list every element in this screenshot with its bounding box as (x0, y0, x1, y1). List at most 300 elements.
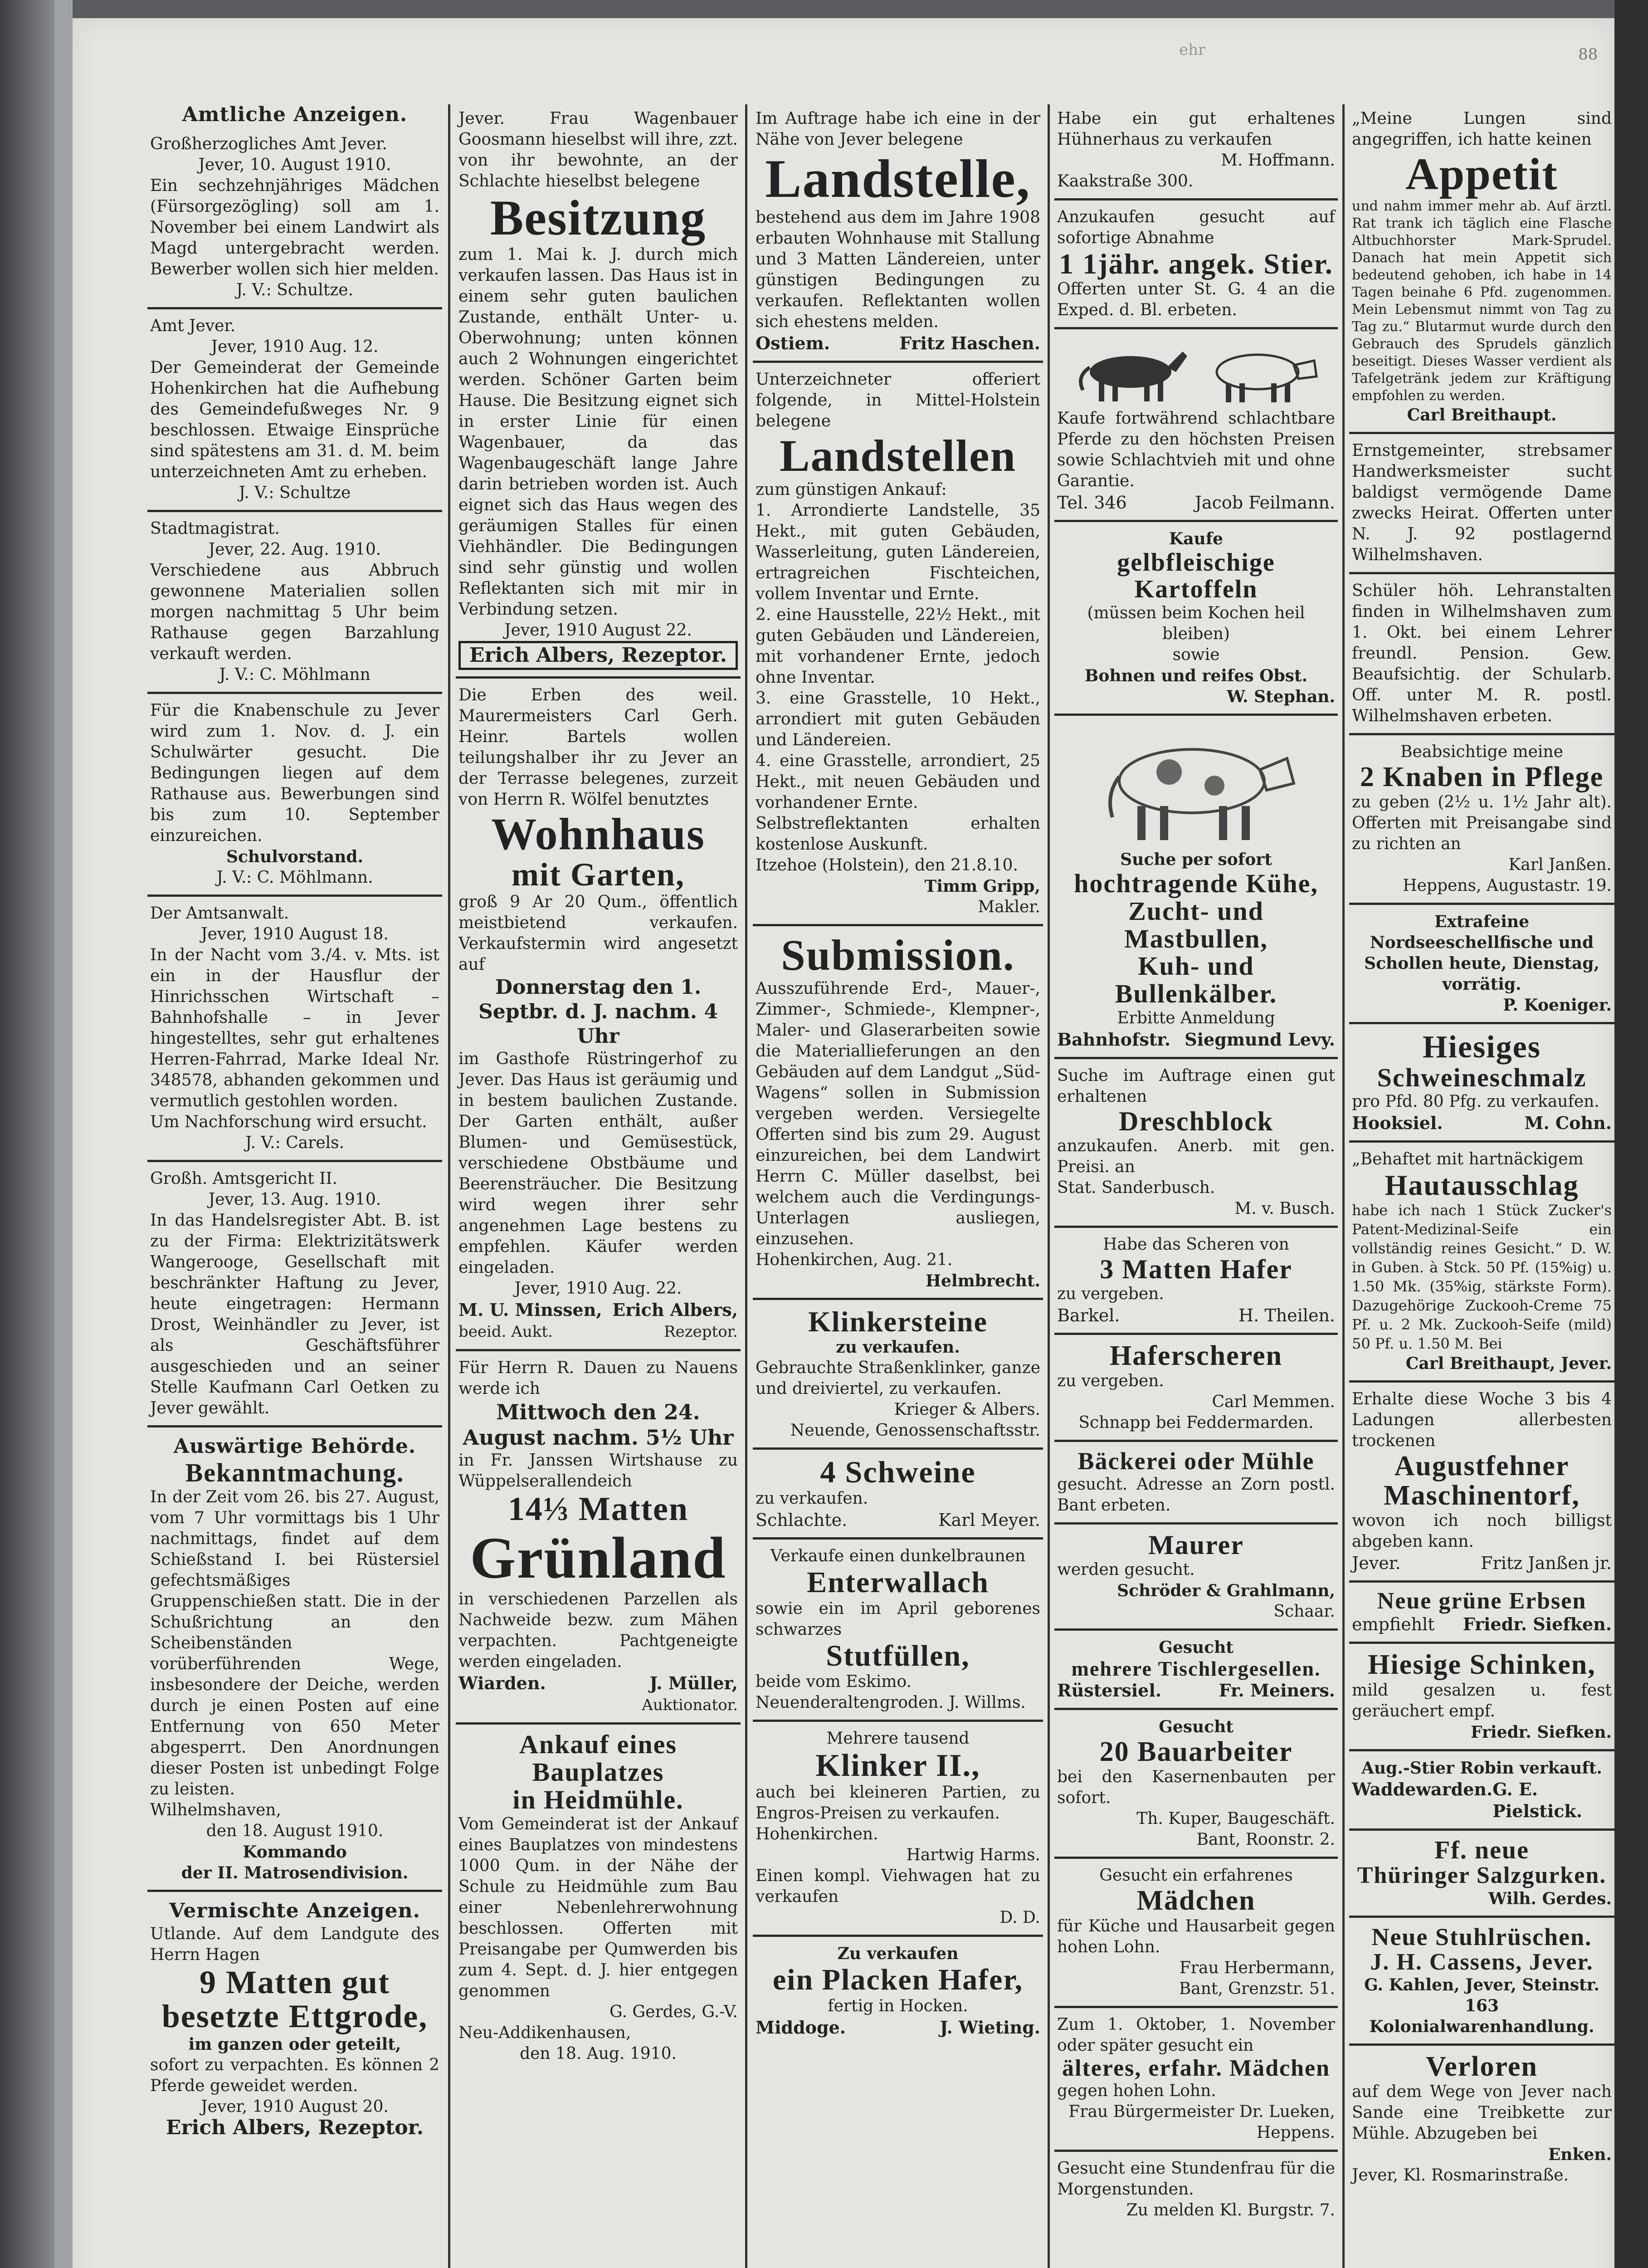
ad-body: Vom Gemeinderat ist der Ankauf eines Bauplatzes von mindestens 1000 Qum. in der Nähe der Schule zu Heidmühle zum Bau einer Nebenlehrerwohnung beschlossen. Offerten mit Preisangabe per Qumwerden bis zum 4. Sept. d. J. hier entgegen genommen (458, 1814, 738, 2000)
newspaper-page (73, 18, 1614, 2268)
ad-line: Wilhelmshaven, (150, 1800, 281, 1819)
ad-body: Ausszuführende Erd-, Mauer-, Zimmer-, Schmiede-, Klempner-, Maler- und Glaserarbeiten sowie die Materiallieferungen an den Gebäuden auf dem Landgut „Süd-Wagens“ sollen in Submission vergeben werden. Versiegelte Offerten sind bis zum 29. August einzureichen, bei dem Landwirt Herrn C. Müller daselbst, bei welchem auch die Verdingungs-Unterlagen ausliegen, einzusehen. (756, 979, 1040, 1248)
ad-title: Wohnhaus (491, 808, 705, 859)
ad-title: Submission. (781, 931, 1015, 979)
ad-notice (1054, 1631, 1338, 1710)
ad-notice (753, 102, 1043, 363)
column-2 (456, 102, 741, 2268)
ad-signature: Hartwig Harms. (906, 1846, 1040, 1865)
ad-title: gelbfleischige Kartoffeln (1117, 548, 1275, 603)
ad-address: Neuende, Genossenschaftsstr. (790, 1421, 1040, 1440)
ad-body: In der Zeit vom 26. bis 27. August, vom 7 Uhr vormittags bis 1 Uhr nachmittags, findet auf dem Schießstand I. bei Rüstersiel gefechtsmäßiges Gruppenschießen statt. Die in der Schußrichtung an den Scheibenständen vorüberführenden Wege, insbesondere der Deiche, werden durch je einen Posten auf eine Entfernung von 650 Meter abgesperrt. Den Anordnungen dieser Posten ist unbedingt Folge zu leisten. (150, 1487, 439, 1799)
ad-notice (1054, 716, 1338, 1059)
ad-notice (753, 363, 1043, 926)
ad-title: Maschinentorf, (1384, 1480, 1580, 1511)
ad-notice (1349, 735, 1614, 905)
ad-signature: Carl Breithaupt, Jever. (1405, 1354, 1612, 1373)
ad-title: Schweineschmalz (1377, 1062, 1587, 1092)
ad-body: bestehend aus dem im Jahre 1908 erbauten Wohnhause mit Stallung und 3 Matten Ländereien, unter günstigen Bedingungen zu verkaufen. Reflektanten wollen sich ehestens melden. (756, 208, 1040, 331)
ad-notice (1349, 1918, 1614, 2046)
ad-date: Jever, 1910 Aug. 12. (211, 337, 379, 356)
ad-line: Suche per sofort (1120, 850, 1272, 869)
ad-body: Gebrauchte Straßenklinker, ganze und dreiviertel, zu verkaufen. (756, 1358, 1040, 1398)
ad-subtitle: zu verkaufen. (836, 1337, 960, 1357)
ad-body: in Fr. Janssen Wirtshause zu Wüppelserallendeich (458, 1451, 738, 1491)
ad-body: Extrafeine Nordseeschellfische und Schollen heute, Dienstag, vorrätig. (1364, 912, 1599, 994)
ad-title: Grünland (470, 1525, 726, 1591)
ad-signature: Fritz Haschen. (899, 333, 1040, 353)
ad-body: für Küche und Hausarbeit gegen hohen Lohn. (1057, 1916, 1335, 1956)
ad-signature: Auktionator. (642, 1696, 738, 1715)
ad-line: Beabsichtige meine (1400, 743, 1563, 761)
ad-notice (1054, 1442, 1338, 1525)
column-1 (147, 102, 442, 2268)
ad-signature: Carl Breithaupt. (1407, 406, 1557, 425)
ad-signature-row (1352, 1779, 1612, 1822)
ad-notice (753, 1937, 1043, 2044)
ad-title: Besitzung (490, 190, 707, 245)
ad-subtitle: im ganzen oder geteilt, (188, 2035, 401, 2054)
ad-notice (753, 1722, 1043, 1937)
ad-body: Einen kompl. Viehwagen hat zu verkaufen (756, 1867, 1040, 1906)
ad-signature: Erich Albers, Rezeptor. (166, 2116, 424, 2140)
ad-title: Maurer (1148, 1530, 1244, 1560)
ad-notice (1054, 1710, 1338, 1859)
ad-signature: Th. Kuper, Baugeschäft. (1136, 1809, 1335, 1828)
ad-notice (1054, 200, 1338, 329)
ad-signature: Jever. (1352, 1553, 1401, 1573)
ad-date: den 18. Aug. 1910. (520, 2044, 677, 2063)
ad-title: Hautausschlag (1385, 1169, 1579, 1202)
ad-signature-row (1352, 1613, 1612, 1635)
ad-notice (753, 1300, 1043, 1450)
ad-body: Erbitte Anmeldung (1117, 1009, 1275, 1028)
book-binding-edge (0, 0, 54, 2268)
ad-notice (1349, 574, 1614, 735)
ad-notice (147, 127, 442, 309)
ad-body: anzukaufen. Anerb. mit gen. Preisi. an (1057, 1137, 1335, 1177)
ad-body: im Gasthofe Rüstringerhof zu Jever. Das Haus ist geräumig und in bestem baulichen Zustande. Der Garten enthält, außer Blumen- und Gemüsestück, verschiedene Obstbäume und Beerensträucher. Die Besitzung wird wegen ihrer sehr angenehmen Lage bestens zu empfehlen. Käufer werden eingeladen. (458, 1050, 738, 1277)
ad-body: Ein sechzehnjähriges Mädchen (Fürsorgezögling) soll am 1. November bei einem Landwirt als Magd untergebracht werden. Bewerber wollen sich hier melden. (150, 176, 439, 279)
ad-title: Bekanntmachung. (185, 1458, 405, 1487)
ad-title: Ankauf eines Bauplatzes (519, 1730, 677, 1787)
ad-title: Stutfüllen, (826, 1639, 970, 1672)
ad-signature: Carl Memmen. (1212, 1393, 1335, 1412)
ad-signature: J. V.: Schultze. (236, 281, 354, 299)
ad-signature: Hooksiel. (1352, 1113, 1443, 1134)
ad-signature-row (1057, 1680, 1335, 1701)
ad-title: Hiesiges (1423, 1030, 1541, 1065)
list-item: 1. Arrondierte Landstelle, 35 Hekt., mit guten Gebäuden, Wasserleitung, guten Ländereien, ertragreichen Fischteichen, vollem Inventar und Ernte. (756, 501, 1040, 603)
ad-line: „Behaftet mit hartnäckigem (1352, 1150, 1584, 1169)
ad-title: Bäckerei oder Mühle (1078, 1447, 1315, 1475)
ad-line: „Meine Lungen sind angegriffen, ich hatte keinen (1352, 109, 1612, 149)
ad-signature: J. V.: C. Möhlmann (219, 665, 371, 684)
ad-signature-row (756, 1509, 1040, 1531)
ad-title: Augustfehner (1394, 1450, 1570, 1481)
ad-body: groß 9 Ar 20 Qum., öffentlich meistbietend verkaufen. Verkaufstermin wird angesetzt auf (458, 893, 738, 974)
ad-body: pro Pfd. 80 Pfg. zu verkaufen. (1352, 1092, 1599, 1111)
ad-body: zum 1. Mai k. J. durch mich verkaufen lassen. Das Haus ist in einem sehr guten baulichen Zustande, enthält Unter- u. Oberwohnung; unten können auch 2 Wohnungen eingerichtet werden. Schöner Garten beim Hause. Die Besitzung eignet sich in erster Linie für einen Wagenbauer, da das Wagenbaugeschäft lange Jahre darin betrieben worden ist. Auch eignet sich das Haus wegen des geräumigen Stalles für einen Viehhändler. Die Bedingungen sind sehr günstig und wollen Reflektanten sich mit mir in Verbindung setzen. (458, 245, 738, 619)
ad-title: 20 Bauarbeiter (1099, 1736, 1293, 1768)
ad-signature-row (756, 2017, 1040, 2038)
ad-notice (1054, 522, 1338, 716)
ad-signature: Fr. Meiners. (1219, 1680, 1335, 1701)
ad-subtitle: (müssen beim Kochen heil bleiben) (1087, 603, 1305, 643)
ad-line: Suche im Auftrage einen gut erhaltenen (1057, 1066, 1335, 1106)
ad-title: Thüringer Salzgurken. (1357, 1862, 1607, 1889)
ad-body: und nahm immer mehr ab. Auf ärztl. Rat trank ich täglich eine Flasche Altbuchhorster Mark-Sprudel. Danach hat mein Appetit sich bedeutend gehoben, ich habe in 14 Tagen beinahe 6 Pfd. zugenommen. Mein Lebensmut nimmt von Tag zu Tag zu.“ Blutarmut wurde durch den Gebrauch des Sprudels gänzlich beseitigt. Dieses Wasser verdient als Tafelgetränk jedem zur Kräftigung empfohlen zu werden. (1352, 198, 1612, 404)
ad-signature: J. Wieting. (940, 2017, 1040, 2038)
ad-body: gesucht. Adresse an Zorn postl. Bant erbeten. (1057, 1475, 1335, 1515)
ad-line: Zum 1. Oktober, 1. November oder später gesucht ein (1057, 2015, 1335, 2055)
ad-title: 14⅓ Matten (507, 1491, 689, 1528)
ad-signature: J. V.: C. Möhlmann. (216, 868, 373, 887)
ad-signature-row (756, 332, 1040, 354)
ad-body: zu vergeben. (1057, 1285, 1164, 1304)
ad-signature: Siegmund Levy. (1185, 1029, 1335, 1050)
cow-icon (1203, 340, 1321, 404)
ad-notice (1349, 1751, 1614, 1831)
ad-signature: Waddewarden. (1352, 1779, 1493, 1799)
ad-signature: Rüstersiel. (1057, 1680, 1162, 1701)
ad-title: Haferscheren (1110, 1340, 1282, 1372)
ad-signature-row (1352, 1552, 1612, 1574)
ad-body: Habe ein gut erhaltenes Hühnerhaus zu verkaufen (1057, 109, 1335, 149)
ad-address: Bant, Grenzstr. 51. (1179, 1979, 1335, 1998)
ad-title: Dreschblock (1119, 1106, 1273, 1137)
ad-notice (147, 1892, 442, 2145)
ad-body: habe ich nach 1 Stück Zucker's Patent-Medizinal-Seife ein vollständig reines Gesicht.“ D. W. in Guben. à Stck. 50 Pf. (15%ig) u. 1.50 Mk. (35%ig, stärkste Form). Dazugehörige Zuckooh-Creme 75 Pf. u. 2 Mk. Zuckooh-Seife (mild) 50 Pf. u. 1.50 M. Bei (1352, 1201, 1612, 1352)
ad-signature: Erich Albers, Rezeptor. (458, 641, 738, 670)
ad-notice (1349, 1143, 1614, 1382)
ad-signature: Rezeptor. (664, 1323, 738, 1341)
ad-signature: Neuenderaltengroden. J. Willms. (756, 1693, 1026, 1712)
ad-body: zum günstigen Ankauf: (756, 480, 947, 499)
ad-line: Schaar. (1273, 1602, 1335, 1621)
ad-signature: J. V.: Schultze (239, 484, 351, 502)
ad-title: Neue Stuhlrüschen. (1371, 1923, 1592, 1950)
column-3 (753, 102, 1043, 2268)
ad-date: Itzehoe (Holstein), den 21.8.10. (756, 856, 1018, 875)
ad-title: Klinker II., (815, 1748, 980, 1783)
ad-body: zu geben (2½ u. 1½ Jahr alt). Offerten mit Preisangabe sind zu richten an (1352, 793, 1612, 854)
ad-signature: Helmbrecht. (926, 1271, 1040, 1290)
ad-title: 2 Knaben in Pflege (1360, 762, 1604, 792)
top-mark-right: 88 (1578, 45, 1598, 64)
ad-signature: M. Cohn. (1524, 1113, 1612, 1134)
ad-notice (456, 1725, 741, 2071)
ad-body: zu verkaufen. (756, 1489, 868, 1508)
ad-date: Jever, 1910 Aug. 22. (514, 1279, 682, 1298)
ad-date: Jever, 1910 August 20. (201, 2097, 389, 2116)
ad-line: Mehrere tausend (826, 1729, 970, 1748)
ad-body: In der Nacht vom 3./4. v. Mts. ist ein in der Hausflur der Hinrichsschen Wirtschaft – Bahnhofshalle – in Jever hingestelltes, sehr gut erhaltenes Herren-Fahrrad, Marke Ideal Nr. 348578, abhanden gekommen und vermutlich gestohlen worden. (150, 946, 439, 1110)
ad-title: J. H. Cassens, Jever. (1370, 1949, 1594, 1975)
ad-signature: Enken. (1548, 2145, 1612, 2165)
ad-body: Selbstreflektanten erhalten kostenlose Auskunft. (756, 814, 1040, 854)
ad-signature: Barkel. (1057, 1305, 1120, 1326)
ad-signature: Wiarden. (458, 1673, 546, 1694)
section-heading: Auswärtige Behörde. (173, 1435, 416, 1458)
ad-title: Landstelle, (765, 148, 1031, 209)
ad-signature: Zu melden Kl. Burgstr. 7. (1126, 2201, 1335, 2220)
ad-line: Zu verkaufen (837, 1944, 959, 1964)
ad-notice (147, 694, 442, 897)
ad-line: Gesucht (1159, 1638, 1234, 1657)
ad-signature: Jacob Feilmann. (1195, 493, 1335, 513)
ad-line: Kaufe (1169, 529, 1224, 549)
ad-notice (1349, 102, 1614, 434)
ad-body: auch bei kleineren Partien, zu Engros-Preisen zu verkaufen. (756, 1783, 1040, 1823)
column-5 (1349, 102, 1614, 2268)
ad-signature: Frau Bürgermeister Dr. Lueken, (1068, 2102, 1335, 2121)
ad-date: Jever, 1910 August 18. (201, 925, 389, 943)
ad-title: mehrere Tischlergesellen. (1071, 1657, 1321, 1681)
ad-signature-row (1057, 1029, 1335, 1051)
page-right-edge (1614, 0, 1648, 2268)
ad-notice (1349, 1644, 1614, 1751)
ad-line: Verkaufe einen dunkelbraunen (770, 1547, 1026, 1566)
ad-signature: Wilh. Gerdes. (1488, 1889, 1612, 1908)
ad-title: Aug.-Stier Robin verkauft. (1361, 1758, 1602, 1778)
ad-notice (1054, 1859, 1338, 2008)
ad-notice (1349, 1831, 1614, 1918)
ad-line: Erhalte diese Woche 3 bis 4 Ladungen allerbesten trockenen (1352, 1389, 1612, 1450)
ad-body: beide vom Eskimo. (756, 1672, 912, 1691)
ad-notice (1054, 1059, 1338, 1228)
ad-signature: M. v. Busch. (1234, 1199, 1335, 1218)
ad-line: Gesucht ein erfahrenes (1099, 1866, 1293, 1885)
ad-line: Großh. Amtsgericht II. (150, 1169, 338, 1188)
ad-notice (147, 897, 442, 1162)
ad-signature-row (458, 1299, 738, 1343)
ad-line: Neu-Addikenhausen, (458, 2023, 631, 2042)
ad-notice (1349, 1024, 1614, 1143)
column-rule (448, 104, 450, 2268)
ad-line: Unterzeichneter offeriert folgende, in Mittel-Holstein belegene (756, 370, 1040, 430)
list-item: 3. eine Grasstelle, 10 Hekt., arrondiert mit guten Gebäuden und Ländereien. (756, 689, 1040, 749)
cow-illustration (1057, 727, 1335, 845)
list-item: 4. eine Grasstelle, arrondiert, 25 Hekt., mit neuen Gebäuden und vorhandener Ernte. (756, 752, 1040, 812)
ad-signature: Krieger & Albers. (894, 1400, 1040, 1419)
list-item: 2. eine Hausstelle, 22½ Hekt., mit guten Gebäuden und Ländereien, mit vorhandener Ernte, jedoch ohne Inventar. (756, 606, 1040, 687)
ad-line: Schnapp bei Feddermarden. (1078, 1413, 1314, 1432)
ad-title: Bohnen und reifes Obst. (1084, 666, 1308, 685)
ad-address: Jever, Kl. Rosmarinstraße. (1352, 2166, 1569, 2185)
ad-body: fertig in Hocken. (828, 1996, 968, 2015)
ad-title: 4 Schweine (820, 1454, 976, 1489)
ad-signature: Frau Herbermann, (1179, 1958, 1335, 1977)
ad-signature-row (1057, 1305, 1335, 1326)
ad-body: Um Nachforschung wird ersucht. (150, 1113, 427, 1131)
ad-notice (147, 309, 442, 512)
ad-notice (1054, 2008, 1338, 2152)
ad-notice (1349, 2046, 1614, 2192)
ad-title: Mädchen (1136, 1885, 1256, 1916)
ad-body: Offerten unter St. G. 4 an die Exped. d. Bl. erbeten. (1057, 280, 1335, 320)
ad-title: Verloren (1426, 2051, 1538, 2082)
column-rule (1048, 104, 1050, 2268)
ad-title: 1 1jähr. angek. Stier. (1059, 248, 1333, 280)
ad-signature: Makler. (978, 898, 1040, 916)
ad-notice (753, 1540, 1043, 1722)
ad-body: Gesucht eine Stundenfrau für die Morgenstunden. (1057, 2159, 1335, 2199)
section-heading: Vermischte Anzeigen. (169, 1899, 420, 1922)
ad-title: Hiesige Schinken, (1368, 1649, 1596, 1681)
ad-body: Kaufe fortwährend schlachtbare Pferde zu den höchsten Preisen sowie Schlachtvieh mit und ohne Garantie. (1057, 409, 1335, 491)
ad-notice (456, 679, 741, 1352)
ad-signature: G. E. Pielstick. (1492, 1779, 1582, 1821)
ad-notice (1349, 434, 1614, 574)
ad-line: Stat. Sanderbusch. (1057, 1178, 1215, 1198)
ad-signature-row (458, 1672, 738, 1716)
ad-body: werden gesucht. (1057, 1560, 1195, 1579)
ad-line: Im Auftrage habe ich eine in der Nähe von Jever belegene (756, 109, 1040, 149)
section-heading: Amtliche Anzeigen. (182, 103, 408, 126)
ad-date: Jever, 22. Aug. 1910. (208, 540, 381, 559)
ad-signature: Schlachte. (756, 1510, 848, 1530)
ad-body: bei den Kasernenbauten per sofort. (1057, 1768, 1335, 1808)
ad-line: Anzukaufen gesucht auf sofortige Abnahme (1057, 208, 1335, 247)
ad-line: Gesucht (1159, 1717, 1234, 1737)
ad-signature-row (1057, 492, 1335, 513)
ad-body: Für Herrn R. Dauen zu Nauens werde ich (458, 1359, 738, 1398)
ad-line: sowie (1172, 645, 1220, 664)
ad-line: Jever. Frau Wagenbauer Goosmann hieselbst will ihre, zzt. von ihr bewohnte, an der Schlachte hieselbst belegene (458, 109, 738, 191)
ad-body: Utlande. Auf dem Landgute des Herrn Hagen (150, 1924, 439, 1964)
ad-signature: der II. Matrosendivision. (181, 1863, 409, 1882)
ad-notice (753, 1450, 1043, 1540)
ad-signature: Middoge. (756, 2017, 846, 2038)
ad-body: Schüler höh. Lehranstalten finden in Wilhelmshaven zum 1. Okt. bei einem Lehrer freundl. Pension. Gew. Beaufsichtig. der Schularb. Off. unter M. R. postl. Wilhelmshaven erbeten. (1352, 582, 1612, 725)
ad-notice (1054, 329, 1338, 522)
ad-line: Großherzogliches Amt Jever. (150, 135, 387, 153)
ad-title: Zucht- und Mastbullen, (1124, 896, 1268, 953)
ad-body: Ernstgemeinter, strebsamer Handwerksmeister sucht baldigst vermögende Dame zwecks Heirat. Offerten unter N. J. 92 postlagernd Wilhelmshaven. (1352, 441, 1612, 564)
ad-address: Heppens, Augustastr. 19. (1403, 876, 1612, 895)
ad-body: gegen hohen Lohn. (1057, 2082, 1216, 2101)
ad-signature: Kommando (243, 1842, 347, 1862)
ad-signature: Ostiem. (756, 333, 830, 353)
book-binding-strip (54, 0, 73, 2268)
ad-title: Landstellen (779, 430, 1017, 481)
ad-signature: Schulvorstand. (226, 847, 363, 866)
ad-date: Mittwoch den 24. August nachm. 5½ Uhr (463, 1400, 734, 1450)
cow-icon (1087, 727, 1305, 845)
ad-notice (1054, 102, 1338, 200)
ad-body: Der Gemeinderat der Gemeinde Hohenkirchen hat die Aufhebung des Gemeindefußweges Nr. 9 beschlossen. Etwaige Einsprüche sind spätestens am 31. d. M. beim unterzeichneten Amt zu erheben. (150, 358, 439, 481)
ad-signature: J. V.: Carels. (245, 1134, 345, 1152)
ad-body: in verschiedenen Parzellen als Nachweide bezw. zum Mähen verpachten. Pachtgeneigte werden eingeladen. (458, 1590, 738, 1672)
ad-title: Klinkersteine (808, 1305, 988, 1338)
ad-signature: P. Koeniger. (1503, 996, 1612, 1015)
ad-date: Donnerstag den 1. Septbr. d. J. nachm. 4 Uhr (478, 976, 718, 1048)
ad-notice (456, 102, 741, 679)
ad-notice (1349, 905, 1614, 1024)
ad-body: sofort zu verpachten. Es können 2 Pferde geweidet werden. (150, 2056, 439, 2096)
ad-line: Hohenkirchen. (756, 1825, 878, 1844)
ad-signature: Schröder & Grahlmann, (1117, 1581, 1335, 1601)
ad-signature: D. D. (1000, 1908, 1040, 1927)
ad-notice (1349, 1383, 1614, 1583)
ad-title: Ff. neue (1434, 1836, 1529, 1864)
ad-signature: Friedr. Siefken. (1463, 1614, 1612, 1635)
column-rule (745, 104, 747, 2268)
ad-signature: J. Müller, (649, 1673, 738, 1694)
ad-title: hochtragende Kühe, (1074, 868, 1318, 898)
ad-body: Für die Knabenschule zu Jever wird zum 1. Nov. d. J. ein Schulwärter gesucht. Die Bedingungen liegen auf dem Rathause aus. Bewerbungen sind bis zum 10. September einzureichen. (150, 701, 439, 845)
ad-signature: H. Theilen. (1238, 1305, 1335, 1326)
ad-body: In das Handelsregister Abt. B. ist zu der Firma: Elektrizitätswerk Wangerooge, Gesellschaft mit beschränkter Haftung zu Jever, heute eingetragen: Hermann Drost, Weinhändler zu Jever, ist als Geschäftsführer ausgeschieden und an seiner Stelle Kaufmann Carl Oetken zu Jever gewählt. (150, 1211, 439, 1418)
ad-phone: Tel. 346 (1057, 493, 1127, 513)
ad-line: Stadtmagistrat. (150, 519, 280, 538)
horse-icon (1072, 340, 1190, 404)
ad-body: auf dem Wege von Jever nach Sande eine Treibkette zur Mühle. Abzugeben bei (1352, 2082, 1612, 2143)
ad-title: Kuh- und Bullenkälber. (1115, 951, 1277, 1009)
ad-signature: Karl Meyer. (938, 1510, 1040, 1530)
ad-title: ein Placken Hafer, (772, 1963, 1024, 1997)
ad-date: den 18. August 1910. (206, 1821, 384, 1840)
ad-date: Jever, 1910 August 22. (504, 621, 692, 640)
ad-title: 3 Matten Hafer (1100, 1254, 1292, 1285)
ad-signature: beeid. Aukt. (458, 1323, 553, 1341)
ad-body: zu vergeben. (1057, 1372, 1164, 1391)
ad-signature: Erich Albers, (612, 1300, 738, 1320)
ad-signature: Timm Gripp, (924, 877, 1040, 896)
ad-date: Hohenkirchen, Aug. 21. (756, 1250, 953, 1269)
ad-signature: W. Stephan. (1227, 687, 1335, 706)
ad-notice (753, 926, 1043, 1300)
ad-notice (1054, 1335, 1338, 1442)
ad-date: Jever, 10. August 1910. (198, 156, 391, 174)
ad-notice (147, 1427, 442, 1892)
ad-address: Kaakstraße 300. (1057, 172, 1194, 191)
ad-title: Neue grüne Erbsen (1377, 1588, 1587, 1614)
ad-title: Appetit (1405, 149, 1558, 199)
ad-title: älteres, erfahr. Mädchen (1062, 2055, 1330, 2081)
ad-notice (147, 1162, 442, 1427)
ad-body: Die Erben des weil. Maurermeisters Carl Gerh. Heinr. Bartels wollen teilungshalber ihr zu Jever an der Terrasse belegenes, zurzeit von Herrn R. Wölfel benutztes (458, 685, 738, 809)
ad-signature-row (1352, 1112, 1612, 1134)
ad-title: 9 Matten gut besetzte Ettgrode, (161, 1964, 428, 2035)
ad-body: Verschiedene aus Abbruch gewonnene Materialien sollen morgen nachmittag 5 Uhr beim Rathause gegen Barzahlung verkauft werden. (150, 561, 439, 663)
ad-address: Bant, Roonstr. 2. (1196, 1830, 1335, 1849)
ad-notice (1054, 1228, 1338, 1335)
ad-signature: G. Gerdes, G.-V. (609, 2002, 738, 2021)
ad-notice (1054, 1525, 1338, 1631)
ad-line: Habe das Scheren von (1103, 1235, 1289, 1254)
ad-title: Enterwallach (807, 1566, 989, 1599)
ad-notice (147, 512, 442, 694)
horse-cattle-illustration (1057, 340, 1335, 404)
top-mark: ehr (1179, 41, 1206, 59)
column-4 (1054, 102, 1338, 2268)
ad-signature: Karl Janßen. (1508, 855, 1612, 875)
ad-body: empfiehlt (1352, 1614, 1435, 1635)
ad-line: Heppens. (1256, 2123, 1335, 2142)
ad-signature: Fritz Janßen jr. (1481, 1553, 1612, 1573)
ad-title: mit Garten, (512, 856, 685, 893)
ad-signature: Friedr. Siefken. (1471, 1722, 1612, 1742)
ad-body: sowie ein im April geborenes schwarzes (756, 1599, 1040, 1639)
ad-line: Der Amtsanwalt. (150, 904, 289, 923)
column-rule (1342, 104, 1345, 2268)
ad-notice (1349, 1583, 1614, 1644)
ad-body: mild gesalzen u. fest geräuchert empf. (1352, 1681, 1612, 1721)
ad-body: wovon ich noch billigst abgeben kann. (1352, 1511, 1612, 1551)
ad-line: Amt Jever. (150, 317, 236, 335)
